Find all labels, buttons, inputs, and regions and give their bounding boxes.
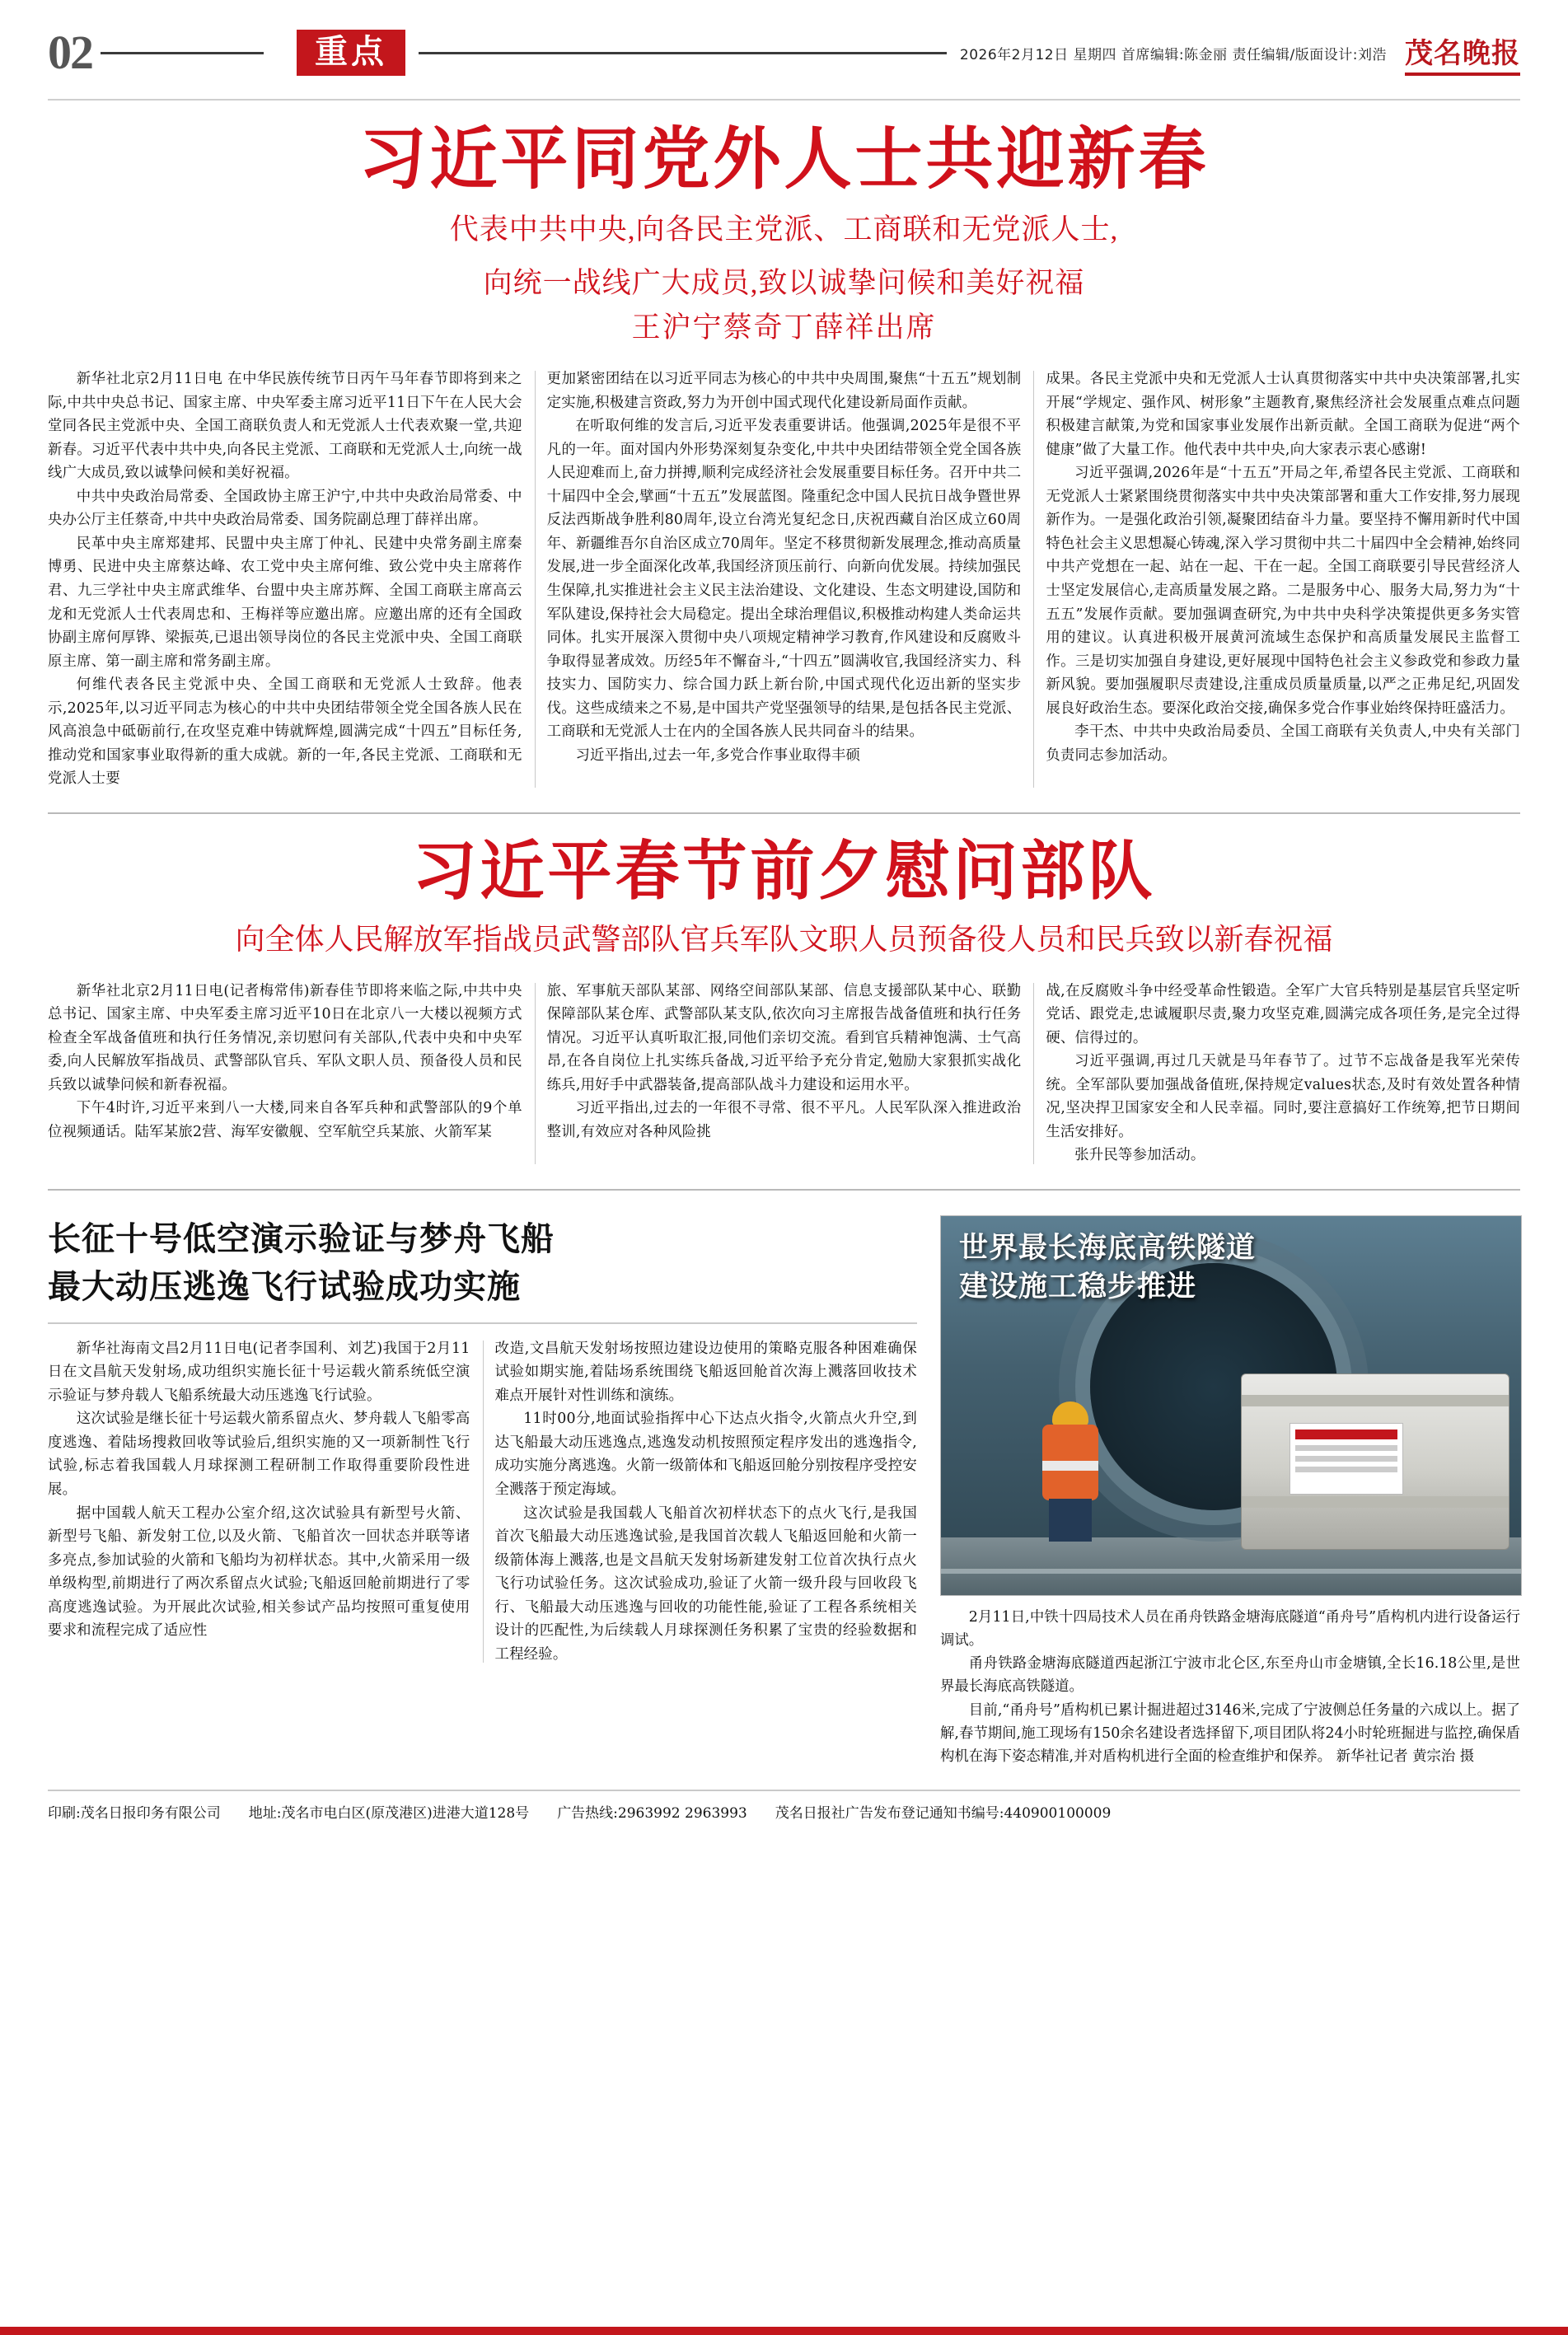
paragraph: 11时00分,地面试验指挥中心下达点火指令,火箭点火升空,到达飞船最大动压逃逸点,逃逸发动机按照预定程序发出的逃逸指令,成功实施分离逃逸。火箭一级箭体和飞船返回舱分别按程序受控安全溅落于预定海域。 bbox=[494, 1411, 917, 1498]
page-number: 02 bbox=[48, 26, 92, 79]
paragraph: 在听取何维的发言后,习近平发表重要讲话。他强调,2025年是很不平凡的一年。面对国内外形势深刻复杂变化,中共中央团结带领全党全国各族人民迎难而上,奋力拼搏,顺利完成经济社会发展重要目标任务。召开中共二十届四中全会,擘画“十五五”发展蓝图。隆重纪念中国人民抗日战争暨世界反法西斯战争胜利80周年,设立台湾光复纪念日,庆祝西藏自治区成立60周年、新疆维吾尔自治区成立70周年。坚定不移贯彻新发展理念,推动高质量发展,进一步全面深化改革,我国经济顶压前行、向新向优发展。持续加强民生保障,扎实推进社会主义民主法治建设、文化建设、生态文明建设,国防和军队建设,保持社会大局稳定。提出全球治理倡议,积极推动构建人类命运共同体。扎实开展深入贯彻中央八项规定精神学习教育,作风建设和反腐败斗争取得显著成效。历经5年不懈奋斗,“十四五”圆满收官,我国经济实力、科技实力、国防实力、综合国力跃上新台阶,中国式现代化迈出新的坚实步伐。这些成绩来之不易,是中国共产党坚强领导的结果,是包括各民主党派、工商联和无党派人士在内的全国各族人民共同奋斗的结果。 bbox=[546, 418, 1022, 741]
article1-body bbox=[48, 367, 1520, 791]
section-badge: 重点 bbox=[297, 30, 405, 76]
article3-column-2 bbox=[495, 1337, 918, 1666]
masthead-rule-left bbox=[101, 52, 264, 54]
paragraph: 习近平强调,2026年是“十五五”开局之年,希望各民主党派、工商联和无党派人士紧紧围绕贯彻落实中共中央决策部署和重大工作安排,努力展现新作为。一是强化政治引领,凝聚团结奋斗力量。要坚持不懈用新时代中国特色社会主义思想凝心铸魂,深入学习贯彻中共二十届四中全会精神,始终同中共产党想在一起、站在一起、干在一起。全国工商联要引导民营经济人士坚定发展信心,走高质量发展之路。二是服务中心、服务大局,努力为“十五五”发展作贡献。要加强调查研究,为中共中央科学决策提供更多务实管用的建议。认真进积极开展黄河流域生态保护和高质量发展民主监督工作。三是切实加强自身建设,更好展现中国特色社会主义参政党和参政力量新风貌。要加强履职尽责建设,注重成员质量质量,以严之正弗足纪,巩固发展良好政治生态。要深化政治交接,确保多党合作事业始终保持旺盛活力。 bbox=[1046, 465, 1521, 717]
article2-headline-block bbox=[48, 834, 1520, 958]
article3-headline-line2: 最大动压逃逸飞行试验成功实施 bbox=[48, 1267, 521, 1306]
paragraph: 中共中央政治局常委、全国政协主席王沪宁,中共中央政治局常委、中央办公厅主任蔡奇,中共中央政治局常委、国务院副总理丁薛祥出席。 bbox=[48, 488, 522, 529]
footer-address: 地址:茂名市电白区(原茂港区)进港大道128号 bbox=[248, 1805, 530, 1823]
article1-headline: 习近平同党外人士共迎新春 bbox=[358, 120, 1210, 199]
photo-overlay-line1: 世界最长海底高铁隧道 bbox=[959, 1231, 1257, 1265]
article-separator-1 bbox=[48, 812, 1520, 814]
paragraph: 何维代表各民主党派中央、全国工商联和无党派人士致辞。他表示,2025年,以习近平同志为核心的中共中央团结带领全党全国各族人民在风高浪急中砥砺前行,在攻坚克难中铸就辉煌,圆满完成“十四五”目标任务,推动党和国家事业取得新的重大成就。新的一年,各民主党派、工商联和无党派人士要 bbox=[48, 676, 522, 788]
photo-overlay-title bbox=[959, 1229, 1256, 1308]
paragraph: 战,在反腐败斗争中经受革命性锻造。全军广大官兵特别是基层官兵坚定听党话、跟党走,忠诚履职尽责,聚力攻坚克难,圆满完成各项任务,是完全过得硬、信得过的。 bbox=[1046, 982, 1521, 1046]
footer-red-bar bbox=[0, 2327, 1568, 2335]
article2-body bbox=[48, 980, 1520, 1168]
article3-headline-line1: 长征十号低空演示验证与梦舟飞船 bbox=[48, 1219, 555, 1258]
newspaper-nameplate: 茂名晚报 bbox=[1405, 30, 1520, 76]
paragraph: 这次试验是继长征十号运载火箭系留点火、梦舟载人飞船零高度逃逸、着陆场搜救回收等试验后,组织实施的又一项新制性飞行试验,标志着我国载人月球探测工程研制工作取得重要阶段性进展。 bbox=[48, 1411, 470, 1498]
article3-headline-rule bbox=[48, 1322, 917, 1324]
paragraph: 新华社北京2月11日电 在中华民族传统节日丙午马年春节即将到来之际,中共中央总书记、国家主席、中央军委主席习近平11日下午在人民大会堂同各民主党派中央、全国工商联负责人和无党派人士代表欢聚一堂,共迎新春。习近平代表中共中央,向各民主党派、工商联和无党派人士,向统一战线广大成员,致以诚挚问候和美好祝福。 bbox=[48, 371, 522, 482]
article1-subhead-line1: 代表中共中央,向各民主党派、工商联和无党派人士, bbox=[449, 213, 1119, 246]
article3-body bbox=[48, 1337, 917, 1666]
article2-column-3 bbox=[1046, 980, 1520, 1168]
masthead bbox=[48, 0, 1520, 91]
machine-placard bbox=[1290, 1423, 1403, 1495]
footer-printer: 印刷:茂名日报印务有限公司 bbox=[48, 1805, 221, 1823]
article1-column-3 bbox=[1046, 367, 1520, 791]
paragraph: 张升民等参加活动。 bbox=[1074, 1147, 1205, 1164]
paragraph: 下午4时许,习近平来到八一大楼,同来自各军兵种和武警部队的9个单位视频通话。陆军某旅2营、海军安徽舰、空军航空兵某旅、火箭军某 bbox=[48, 1100, 522, 1140]
worker-figure bbox=[1034, 1401, 1110, 1542]
paragraph: 据中国载人航天工程办公室介绍,这次试验具有新型号火箭、新型号飞船、新发射工位,以及火箭、飞船首次一回状态并联等诸多亮点,参加试验的火箭和飞船均为初样状态。其中,火箭采用一级单级构型,前期进行了两次系留点火试验;飞船返回舱前期进行了零高度逃逸试验。为开展此次试验,相关参试产品均按照可重复使用要求和流程完成了适应性 bbox=[48, 1504, 470, 1640]
masthead-bottom-rule bbox=[48, 99, 1520, 101]
article2-column-1 bbox=[48, 980, 522, 1168]
article1-subhead-line3: 王沪宁蔡奇丁薛祥出席 bbox=[631, 311, 937, 344]
article3-column-1 bbox=[48, 1337, 470, 1666]
article3 bbox=[48, 1215, 917, 1768]
boring-machine-graphic bbox=[1241, 1373, 1509, 1550]
paragraph: 民革中央主席郑建邦、民盟中央主席丁仲礼、民建中央常务副主席秦博勇、民进中央主席蔡达峰、农工党中央主席何维、致公党中央主席蒋作君、九三学社中央主席武维华、台盟中央主席苏辉、全国工商联主席高云龙和无党派人士代表周忠和、王梅祥等应邀出席。应邀出席的还有全国政协副主席何厚铧、梁振英,已退出领导岗位的各民主党派中央、全国工商联原主席、第一副主席和常务副主席。 bbox=[48, 535, 522, 670]
paragraph: 成果。各民主党派中央和无党派人士认真贯彻落实中共中央决策部署,扎实开展“学规定、强作风、树形象”主题教育,聚焦经济社会发展重点难点问题积极建言献策,为党和国家事业发展作出新贡献。全国工商联为促进“两个健康”做了大量工作。他代表中共中央,向大家表示衷心感谢! bbox=[1046, 371, 1521, 458]
paragraph: 更加紧密团结在以习近平同志为核心的中共中央周围,聚焦“十五五”规划制定实施,积极建言资政,努力为开创中国式现代化建设新局面作贡献。 bbox=[546, 371, 1022, 411]
article1-headline-block bbox=[48, 122, 1520, 346]
paragraph: 这次试验是我国载人飞船首次初样状态下的点火飞行,是我国首次飞船最大动压逃逸试验,是我国首次载人飞船返回舱和火箭一级箭体海上溅落,也是文昌航天发射场新建发射工位首次执行点火飞行功试验任务。这次试验成功,验证了火箭一级升段与回收段飞行、飞船最大动压逃逸与回收的功能性能,验证了工程各系统相关设计的匹配性,为后续载人月球探测任务积累了宝贵的经验数据和工程经验。 bbox=[494, 1504, 917, 1663]
article2-headline: 习近平春节前夕慰问部队 bbox=[412, 834, 1156, 909]
paragraph: 新华社海南文昌2月11日电(记者李国利、刘艺)我国于2月11日在文昌航天发射场,成功组织实施长征十号运载火箭系统低空演示验证与梦舟载人飞船系统最大动压逃逸飞行试验。 bbox=[48, 1340, 470, 1404]
article1-subhead-line2: 向统一战线广大成员,致以诚挚问候和美好祝福 bbox=[483, 267, 1085, 300]
photo-story bbox=[940, 1215, 1520, 1768]
paragraph: 习近平指出,过去一年,多党合作事业取得丰硕 bbox=[575, 746, 861, 764]
page-footer bbox=[48, 1791, 1520, 1835]
caption-paragraph: 目前,“甬舟号”盾构机已累计掘进超过3146米,完成了宁波侧总任务量的六成以上。据了解,春节期间,施工现场有150余名建设者选择留下,项目团队将24小时轮班掘进与监控,确保盾构机在海下姿态精准,并对盾构机进行全面的检查维护和保养。 新华社记者 黄宗治 摄 bbox=[940, 1701, 1520, 1765]
tunnel-photo bbox=[940, 1215, 1522, 1596]
article2-column-2 bbox=[547, 980, 1022, 1168]
footer-hotline: 广告热线:2963992 2963993 bbox=[557, 1805, 747, 1823]
paragraph: 李干杰、中共中央政治局委员、全国工商联有关负责人,中央有关部门负责同志参加活动。 bbox=[1046, 723, 1521, 764]
photo-rail bbox=[941, 1569, 1521, 1574]
photo-caption bbox=[940, 1606, 1520, 1768]
photo-overlay-line2: 建设施工稳步推进 bbox=[959, 1270, 1197, 1304]
article2-subhead: 向全体人民解放军指战员武警部队官兵军队文职人员预备役人员和民兵致以新春祝福 bbox=[235, 922, 1333, 956]
paragraph: 习近平指出,过去的一年很不寻常、很不平凡。人民军队深入推进政治整训,有效应对各种风险挑 bbox=[546, 1100, 1022, 1140]
masthead-rule-right bbox=[419, 52, 947, 54]
footer-license: 茂名日报社广告发布登记通知书编号:440900100009 bbox=[775, 1805, 1112, 1823]
bottom-section bbox=[48, 1215, 1520, 1768]
paragraph: 改造,文昌航天发射场按照边建设边使用的策略克服各种困难确保试验如期实施,着陆场系统围绕飞船返回舱首次海上溅落回收技术难点开展针对性训练和演练。 bbox=[494, 1340, 917, 1404]
article1-column-2 bbox=[547, 367, 1022, 791]
paragraph: 新华社北京2月11日电(记者梅常伟)新春佳节即将来临之际,中共中央总书记、国家主席、中央军委主席习近平10日在北京八一大楼以视频方式检查全军战备值班和执行任务情况,亲切慰问有关部队,代表中央和中央军委,向人民解放军指战员、武警部队官兵、军队文职人员、预备役人员和民兵致以诚挚问候和新春祝福。 bbox=[48, 982, 522, 1093]
caption-paragraph: 2月11日,中铁十四局技术人员在甬舟铁路金塘海底隧道“甬舟号”盾构机内进行设备运行调试。 bbox=[940, 1608, 1520, 1649]
article-separator-2 bbox=[48, 1189, 1520, 1191]
paragraph: 旅、军事航天部队某部、网络空间部队某部、信息支援部队某中心、联勤保障部队某仓库、武警部队某支队,依次向习主席报告战备值班和执行任务情况。习近平认真听取汇报,同他们亲切交流。看到官兵精神饱满、士气高昂,在各自岗位上扎实练兵备战,习近平给予充分肯定,勉励大家狠抓实战化练兵,用好手中武器装备,提高部队战斗力建设和运用水平。 bbox=[546, 982, 1022, 1093]
masthead-meta: 2026年2月12日 星期四 首席编辑:陈金丽 责任编辑/版面设计:刘浩 bbox=[959, 46, 1387, 63]
caption-paragraph: 甬舟铁路金塘海底隧道西起浙江宁波市北仑区,东至舟山市金塘镇,全长16.18公里,是世界最长海底高铁隧道。 bbox=[940, 1655, 1520, 1696]
paragraph: 习近平强调,再过几天就是马年春节了。过节不忘战备是我军光荣传统。全军部队要加强战备值班,保持规定values状态,及时有效处置各种情况,坚决捍卫国家安全和人民幸福。同时,要注意搞好工作统筹,把节日期间生活安排好。 bbox=[1046, 1053, 1521, 1140]
article1-column-1 bbox=[48, 367, 522, 791]
